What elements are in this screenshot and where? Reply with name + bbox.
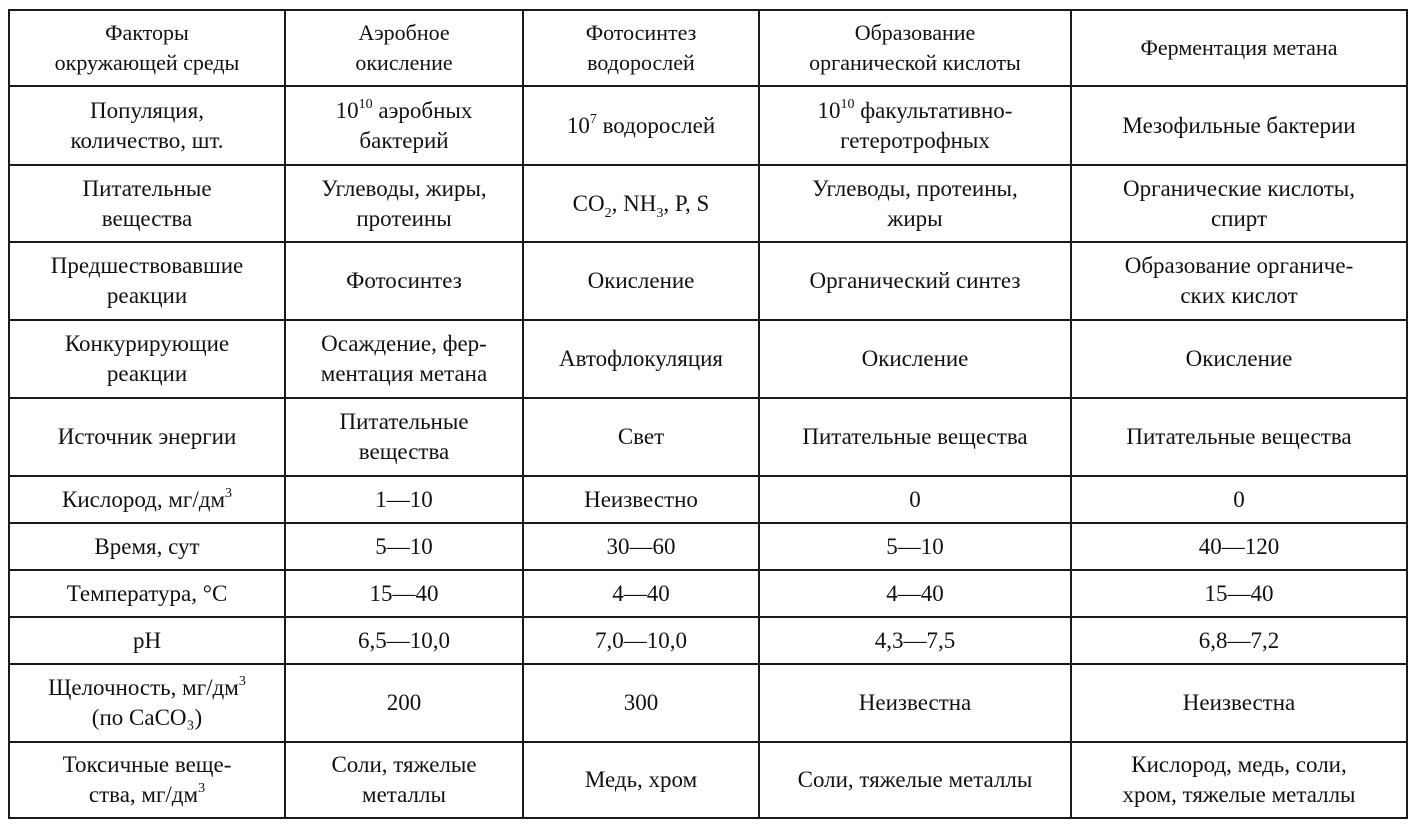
factor-cell: Конкурирующие реакции [9,320,285,398]
value-cell: $10^{10}$ аэробных бактерий [285,86,523,165]
value-cell: Питательные вещества [1071,398,1407,476]
table-row [9,570,1407,617]
value-cell: Осаждение, фер- ментация метана [285,320,523,398]
table-row [9,476,1407,523]
factor-cell: Токсичные веще- ства, $мг/дм^3$ [9,742,285,818]
value-cell: Окисление [523,242,759,320]
value-cell: 7,0—10,0 [523,617,759,664]
factor-cell: Кислород, $мг/дм^3$ [9,476,285,523]
value-cell: 40—120 [1071,523,1407,570]
value-cell: 4,3—7,5 [759,617,1071,664]
factor-cell: Питательные вещества [9,165,285,242]
header-aerobic-oxidation-cell: Аэробное окисление [285,10,523,86]
value-cell: Органические кислоты, спирт [1071,165,1407,242]
value-cell: Неизвестна [759,664,1071,742]
value-cell: Медь, хром [523,742,759,818]
value-cell: Автофлокуляция [523,320,759,398]
value-cell: 15—40 [1071,570,1407,617]
table-row [9,165,1407,242]
value-cell: 300 [523,664,759,742]
table-row [9,398,1407,476]
value-cell: Кислород, медь, соли, хром, тяжелые металлы [1071,742,1407,818]
value-cell: $10^7$ водорослей [523,86,759,165]
value-cell: Углеводы, жиры, протеины [285,165,523,242]
value-cell: Соли, тяжелые металлы [759,742,1071,818]
value-cell: Образование органиче- ских кислот [1071,242,1407,320]
value-cell: Окисление [759,320,1071,398]
value-cell: 4—40 [759,570,1071,617]
value-cell: Окисление [1071,320,1407,398]
factor-cell: Источник энергии [9,398,285,476]
value-cell: Органический синтез [759,242,1071,320]
factor-cell: Щелочность, $мг/дм^3$ (по CaCO₃) [9,664,285,742]
value-cell: 30—60 [523,523,759,570]
table-row [9,664,1407,742]
value-cell: $10^{10}$ факультативно- гетеротрофных [759,86,1071,165]
value-cell: Неизвестна [1071,664,1407,742]
value-cell: Питательные вещества [285,398,523,476]
environmental-factors-table [8,9,1408,819]
value-cell: $CO_2$, $NH_3$, P, S [523,165,759,242]
table-row [9,617,1407,664]
value-cell: 5—10 [759,523,1071,570]
value-cell: 15—40 [285,570,523,617]
factor-cell: pH [9,617,285,664]
value-cell: Питательные вещества [759,398,1071,476]
value-cell: 6,8—7,2 [1071,617,1407,664]
value-cell: 4—40 [523,570,759,617]
table-row [9,242,1407,320]
value-cell: Углеводы, протеины, жиры [759,165,1071,242]
table-row [9,742,1407,818]
header-organic-acid-formation-cell: Образование органической кислоты [759,10,1071,86]
value-cell: 5—10 [285,523,523,570]
value-cell: 0 [759,476,1071,523]
value-cell: Фотосинтез [285,242,523,320]
header-row [9,10,1407,86]
header-methane-fermentation-cell: Ферментация метана [1071,10,1407,86]
value-cell: Свет [523,398,759,476]
value-cell: 6,5—10,0 [285,617,523,664]
table-row [9,86,1407,165]
value-cell: Соли, тяжелые металлы [285,742,523,818]
value-cell: 0 [1071,476,1407,523]
header-algae-photosynthesis-cell: Фотосинтез водорослей [523,10,759,86]
value-cell: 1—10 [285,476,523,523]
factor-cell: Популяция, количество, шт. [9,86,285,165]
header-factor-cell: Факторы окружающей среды [9,10,285,86]
factor-cell: Время, сут [9,523,285,570]
factor-cell: Предшествовавшие реакции [9,242,285,320]
value-cell: Неизвестно [523,476,759,523]
table-row [9,320,1407,398]
value-cell: 200 [285,664,523,742]
factor-cell: Температура, °C [9,570,285,617]
table-row [9,523,1407,570]
value-cell: Мезофильные бактерии [1071,86,1407,165]
